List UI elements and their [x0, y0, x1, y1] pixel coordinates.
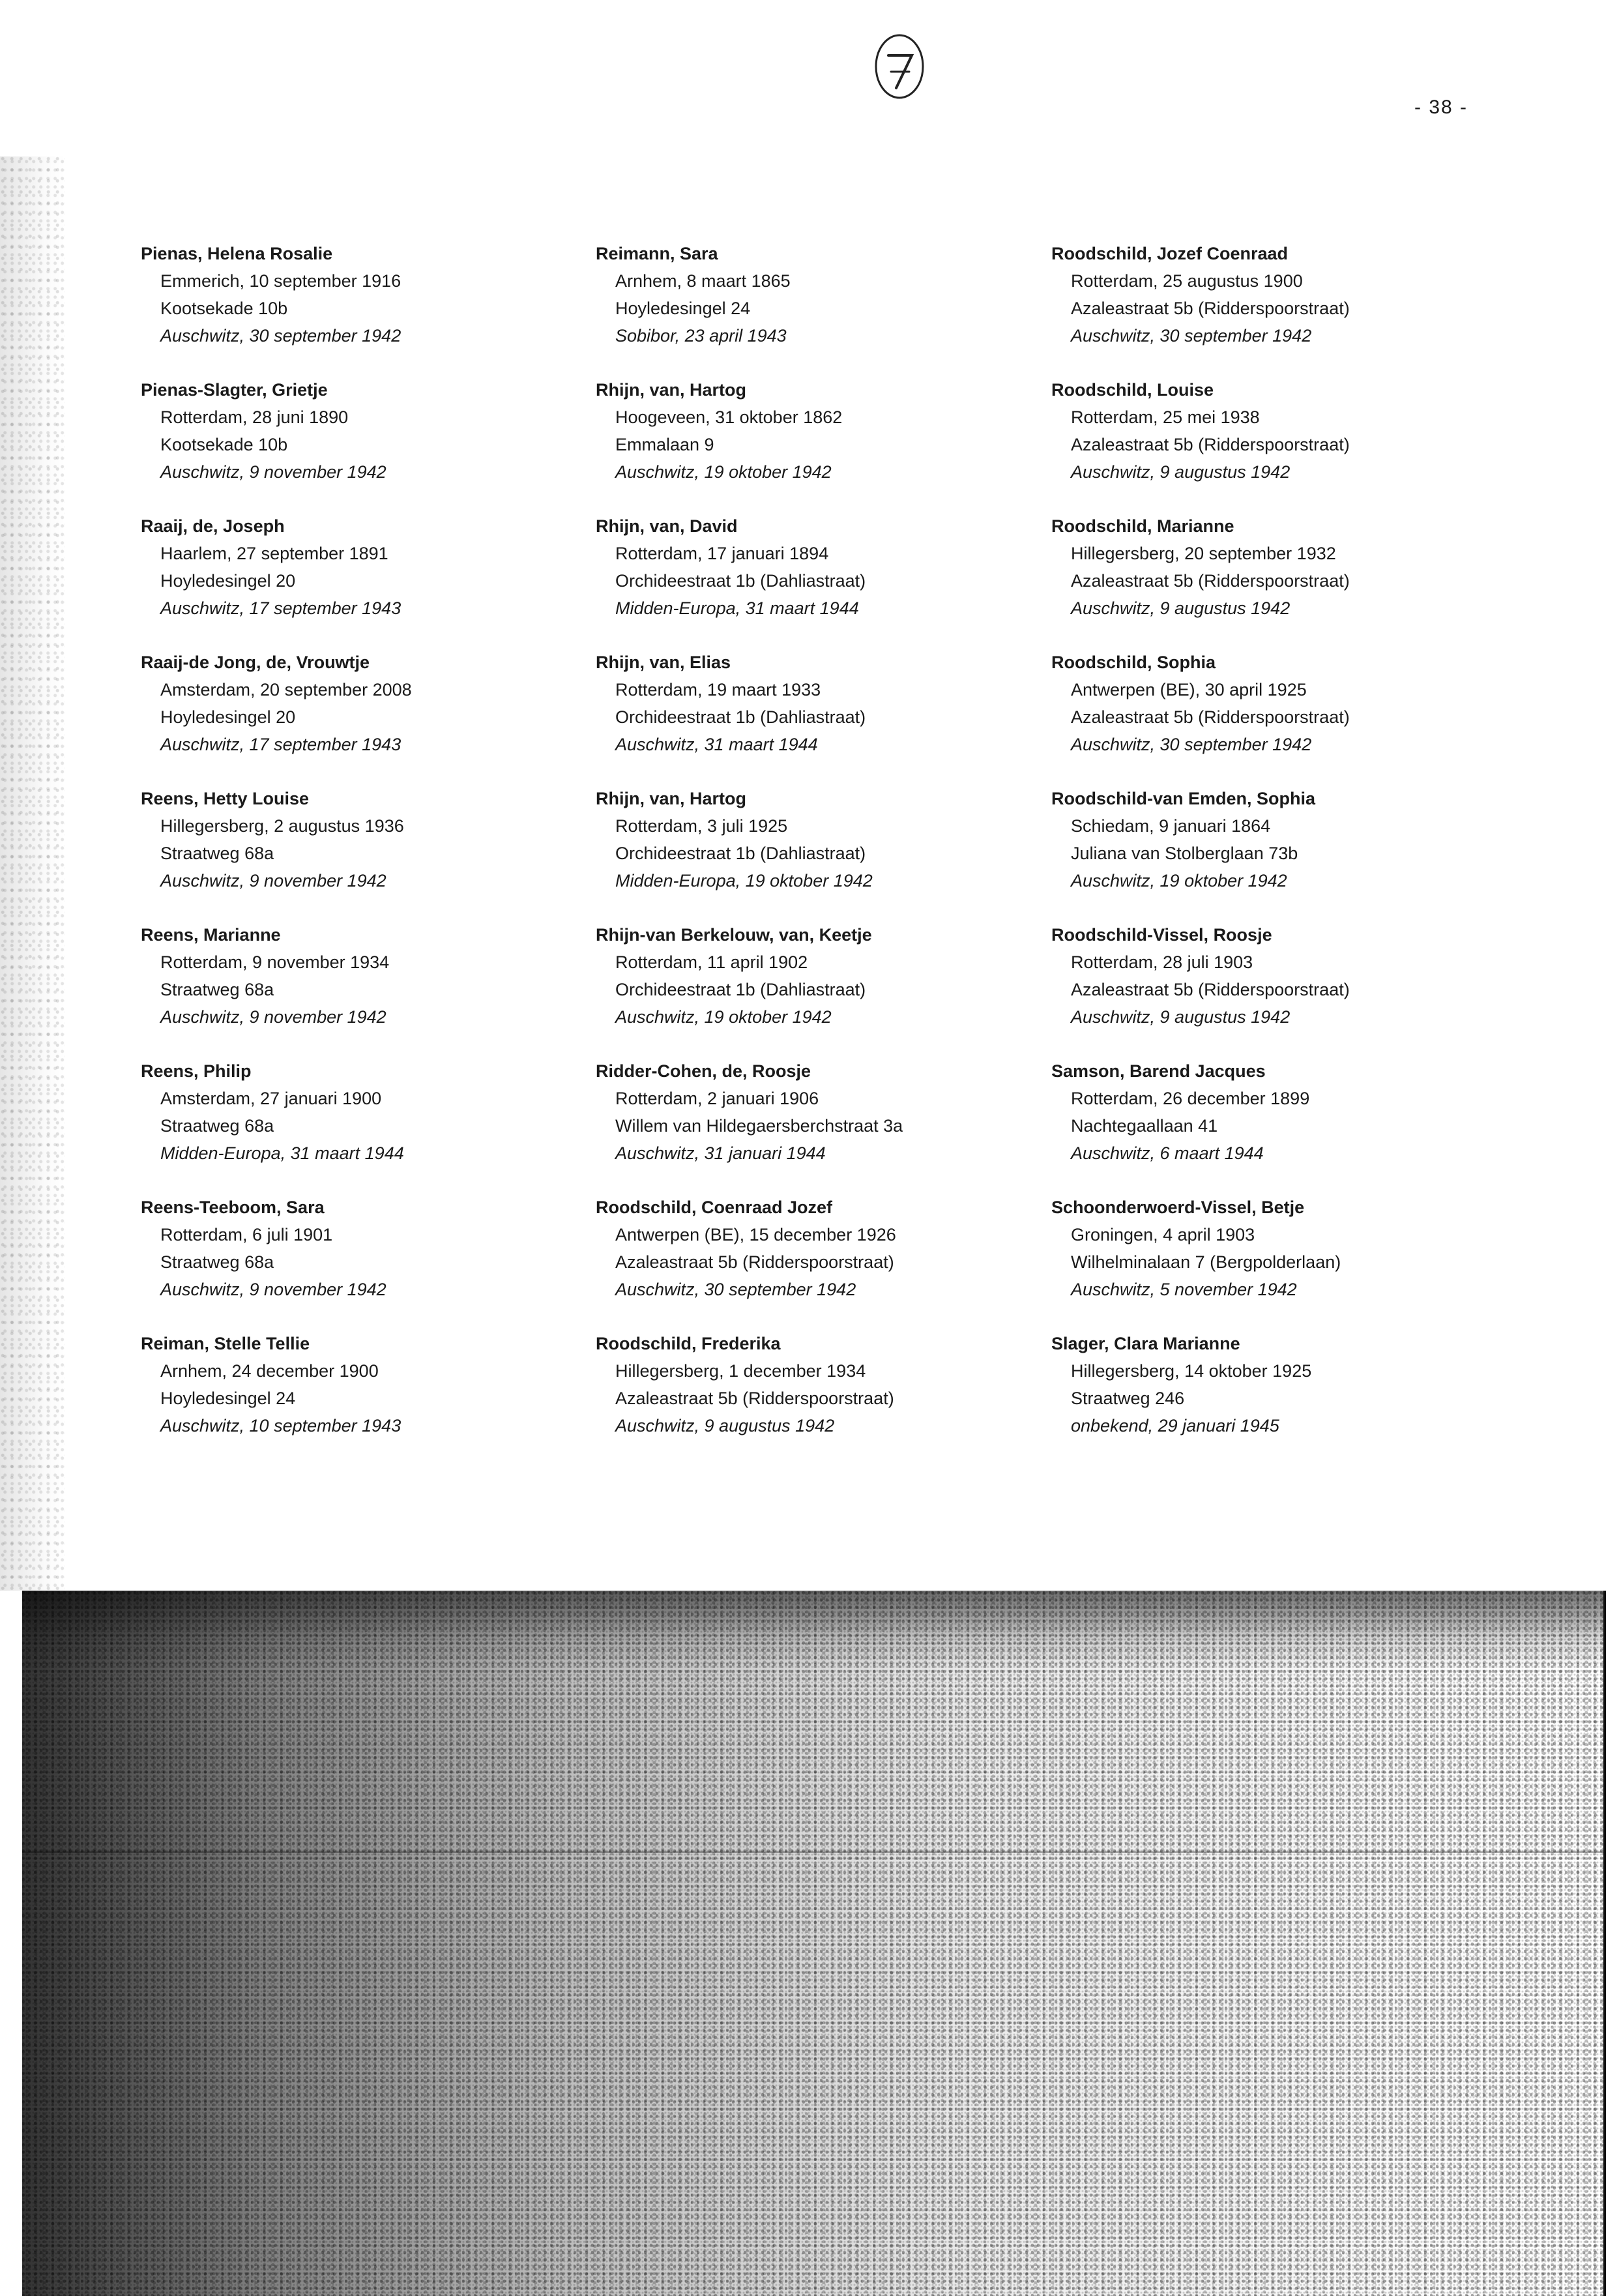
death-place-date: Auschwitz, 9 november 1942 — [160, 462, 387, 482]
birth-place-date: Emmerich, 10 september 1916 — [160, 271, 401, 291]
death-place-date: Auschwitz, 30 september 1942 — [1071, 735, 1312, 754]
death-place-date: Auschwitz, 9 november 1942 — [160, 1007, 387, 1027]
address: Orchideestraat 1b (Dahliastraat) — [615, 571, 866, 591]
person-entry — [141, 1194, 558, 1330]
death-place-date: Auschwitz, 31 maart 1944 — [615, 735, 818, 754]
person-entry — [596, 1194, 1013, 1330]
person-entry — [141, 1330, 558, 1466]
death-place-date: Auschwitz, 17 september 1943 — [160, 598, 401, 618]
death-place-date: Auschwitz, 9 augustus 1942 — [1071, 1007, 1291, 1027]
person-name: Rhijn, van, Hartog — [596, 380, 747, 400]
address: Orchideestraat 1b (Dahliastraat) — [615, 844, 866, 863]
death-place-date: onbekend, 29 januari 1945 — [1071, 1416, 1279, 1435]
person-name: Roodschild, Louise — [1051, 380, 1214, 400]
person-entry — [596, 1057, 1013, 1194]
address: Nachtegaallaan 41 — [1071, 1116, 1218, 1136]
person-name: Reimann, Sara — [596, 244, 718, 263]
birth-place-date: Hillegersberg, 14 oktober 1925 — [1071, 1361, 1312, 1381]
birth-place-date: Antwerpen (BE), 30 april 1925 — [1071, 680, 1307, 699]
address: Azaleastraat 5b (Ridderspoorstraat) — [1071, 299, 1350, 318]
death-place-date: Auschwitz, 6 maart 1944 — [1071, 1143, 1264, 1163]
death-place-date: Auschwitz, 30 september 1942 — [615, 1280, 856, 1299]
person-name: Samson, Barend Jacques — [1051, 1061, 1266, 1081]
birth-place-date: Hoogeveen, 31 oktober 1862 — [615, 407, 843, 427]
death-place-date: Midden-Europa, 31 maart 1944 — [615, 598, 859, 618]
person-name: Ridder-Cohen, de, Roosje — [596, 1061, 811, 1081]
birth-place-date: Schiedam, 9 januari 1864 — [1071, 816, 1271, 836]
person-entry — [141, 1057, 558, 1194]
death-place-date: Auschwitz, 19 oktober 1942 — [1071, 871, 1287, 890]
person-name: Rhijn, van, Hartog — [596, 789, 747, 808]
address: Emmalaan 9 — [615, 435, 714, 454]
column-2 — [596, 240, 1013, 1466]
birth-place-date: Rotterdam, 3 juli 1925 — [615, 816, 788, 836]
person-name: Reens-Teeboom, Sara — [141, 1198, 325, 1217]
death-place-date: Auschwitz, 17 september 1943 — [160, 735, 401, 754]
birth-place-date: Rotterdam, 17 januari 1894 — [615, 544, 829, 563]
person-name: Reens, Hetty Louise — [141, 789, 310, 808]
person-entry — [1051, 921, 1468, 1057]
address: Straatweg 68a — [160, 1252, 274, 1272]
person-name: Roodschild-van Emden, Sophia — [1051, 789, 1316, 808]
death-place-date: Auschwitz, 31 januari 1944 — [615, 1143, 826, 1163]
birth-place-date: Rotterdam, 6 juli 1901 — [160, 1225, 333, 1244]
birth-place-date: Rotterdam, 2 januari 1906 — [615, 1089, 819, 1108]
birth-place-date: Rotterdam, 25 augustus 1900 — [1071, 271, 1303, 291]
scan-artifact-bottom — [22, 1591, 1606, 2296]
birth-place-date: Hillegersberg, 2 augustus 1936 — [160, 816, 404, 836]
person-entry — [596, 512, 1013, 649]
person-entry — [596, 921, 1013, 1057]
person-name: Rhijn-van Berkelouw, van, Keetje — [596, 925, 872, 945]
person-entry — [596, 1330, 1013, 1466]
death-place-date: Midden-Europa, 19 oktober 1942 — [615, 871, 873, 890]
birth-place-date: Rotterdam, 11 april 1902 — [615, 952, 808, 972]
person-entry — [596, 649, 1013, 785]
birth-place-date: Amsterdam, 20 september 2008 — [160, 680, 412, 699]
address: Azaleastraat 5b (Ridderspoorstraat) — [1071, 707, 1350, 727]
birth-place-date: Hillegersberg, 1 december 1934 — [615, 1361, 866, 1381]
death-place-date: Auschwitz, 9 augustus 1942 — [615, 1416, 835, 1435]
death-place-date: Auschwitz, 9 augustus 1942 — [1071, 462, 1291, 482]
person-entry — [596, 785, 1013, 921]
death-place-date: Auschwitz, 9 november 1942 — [160, 871, 387, 890]
person-name: Reiman, Stelle Tellie — [141, 1334, 310, 1353]
birth-place-date: Amsterdam, 27 januari 1900 — [160, 1089, 382, 1108]
person-name: Roodschild, Marianne — [1051, 516, 1234, 536]
person-entry — [1051, 1194, 1468, 1330]
birth-place-date: Groningen, 4 april 1903 — [1071, 1225, 1255, 1244]
birth-place-date: Antwerpen (BE), 15 december 1926 — [615, 1225, 896, 1244]
person-entry — [141, 921, 558, 1057]
birth-place-date: Rotterdam, 9 november 1934 — [160, 952, 390, 972]
birth-place-date: Rotterdam, 26 december 1899 — [1071, 1089, 1310, 1108]
death-place-date: Auschwitz, 19 oktober 1942 — [615, 1007, 832, 1027]
person-name: Rhijn, van, Elias — [596, 653, 731, 672]
address: Straatweg 68a — [160, 844, 274, 863]
person-name: Roodschild-Vissel, Roosje — [1051, 925, 1272, 945]
person-entry — [1051, 1057, 1468, 1194]
person-name: Reens, Philip — [141, 1061, 252, 1081]
death-place-date: Auschwitz, 10 september 1943 — [160, 1416, 401, 1435]
column-3 — [1051, 240, 1468, 1466]
address: Azaleastraat 5b (Ridderspoorstraat) — [1071, 980, 1350, 999]
person-name: Pienas-Slagter, Grietje — [141, 380, 328, 400]
death-place-date: Auschwitz, 9 augustus 1942 — [1071, 598, 1291, 618]
birth-place-date: Arnhem, 8 maart 1865 — [615, 271, 791, 291]
address: Hoyledesingel 20 — [160, 571, 296, 591]
person-entry — [1051, 512, 1468, 649]
birth-place-date: Hillegersberg, 20 september 1932 — [1071, 544, 1336, 563]
death-place-date: Auschwitz, 30 september 1942 — [160, 326, 401, 346]
person-name: Pienas, Helena Rosalie — [141, 244, 333, 263]
address: Wilhelminalaan 7 (Bergpolderlaan) — [1071, 1252, 1341, 1272]
address: Orchideestraat 1b (Dahliastraat) — [615, 980, 866, 999]
death-place-date: Sobibor, 23 april 1943 — [615, 326, 787, 346]
person-entry — [141, 240, 558, 376]
person-entry — [1051, 785, 1468, 921]
person-name: Reens, Marianne — [141, 925, 281, 945]
person-name: Slager, Clara Marianne — [1051, 1334, 1240, 1353]
death-place-date: Auschwitz, 9 november 1942 — [160, 1280, 387, 1299]
birth-place-date: Rotterdam, 28 juli 1903 — [1071, 952, 1253, 972]
address: Willem van Hildegaersberchstraat 3a — [615, 1116, 903, 1136]
person-entry — [141, 785, 558, 921]
person-name: Roodschild, Coenraad Jozef — [596, 1198, 833, 1217]
column-1 — [141, 240, 558, 1466]
person-entry — [141, 376, 558, 512]
address: Kootsekade 10b — [160, 299, 288, 318]
address: Straatweg 68a — [160, 1116, 274, 1136]
address: Azaleastraat 5b (Ridderspoorstraat) — [1071, 571, 1350, 591]
address: Hoyledesingel 24 — [160, 1389, 296, 1408]
person-entry — [596, 376, 1013, 512]
death-place-date: Auschwitz, 19 oktober 1942 — [615, 462, 832, 482]
birth-place-date: Arnhem, 24 december 1900 — [160, 1361, 379, 1381]
person-name: Raaij-de Jong, de, Vrouwtje — [141, 653, 370, 672]
person-name: Schoonderwoerd-Vissel, Betje — [1051, 1198, 1305, 1217]
birth-place-date: Rotterdam, 25 mei 1938 — [1071, 407, 1260, 427]
address: Straatweg 246 — [1071, 1389, 1185, 1408]
death-place-date: Auschwitz, 5 november 1942 — [1071, 1280, 1297, 1299]
birth-place-date: Haarlem, 27 september 1891 — [160, 544, 388, 563]
address: Hoyledesingel 20 — [160, 707, 296, 727]
page-number: - 38 - — [1414, 96, 1468, 118]
person-name: Roodschild, Sophia — [1051, 653, 1216, 672]
person-name: Rhijn, van, David — [596, 516, 738, 536]
person-name: Roodschild, Jozef Coenraad — [1051, 244, 1289, 263]
person-entry — [1051, 240, 1468, 376]
person-entry — [1051, 376, 1468, 512]
address: Azaleastraat 5b (Ridderspoorstraat) — [615, 1252, 894, 1272]
person-entry — [1051, 1330, 1468, 1466]
person-entry — [596, 240, 1013, 376]
address: Azaleastraat 5b (Ridderspoorstraat) — [1071, 435, 1350, 454]
person-entry — [1051, 649, 1468, 785]
person-entry — [141, 512, 558, 649]
person-name: Raaij, de, Joseph — [141, 516, 285, 536]
death-place-date: Midden-Europa, 31 maart 1944 — [160, 1143, 404, 1163]
birth-place-date: Rotterdam, 19 maart 1933 — [615, 680, 821, 699]
address: Juliana van Stolberglaan 73b — [1071, 844, 1298, 863]
address: Orchideestraat 1b (Dahliastraat) — [615, 707, 866, 727]
person-entry — [141, 649, 558, 785]
address: Azaleastraat 5b (Ridderspoorstraat) — [615, 1389, 894, 1408]
birth-place-date: Rotterdam, 28 juni 1890 — [160, 407, 349, 427]
death-place-date: Auschwitz, 30 september 1942 — [1071, 326, 1312, 346]
address: Kootsekade 10b — [160, 435, 288, 454]
address: Hoyledesingel 24 — [615, 299, 751, 318]
person-name: Roodschild, Frederika — [596, 1334, 781, 1353]
address: Straatweg 68a — [160, 980, 274, 999]
